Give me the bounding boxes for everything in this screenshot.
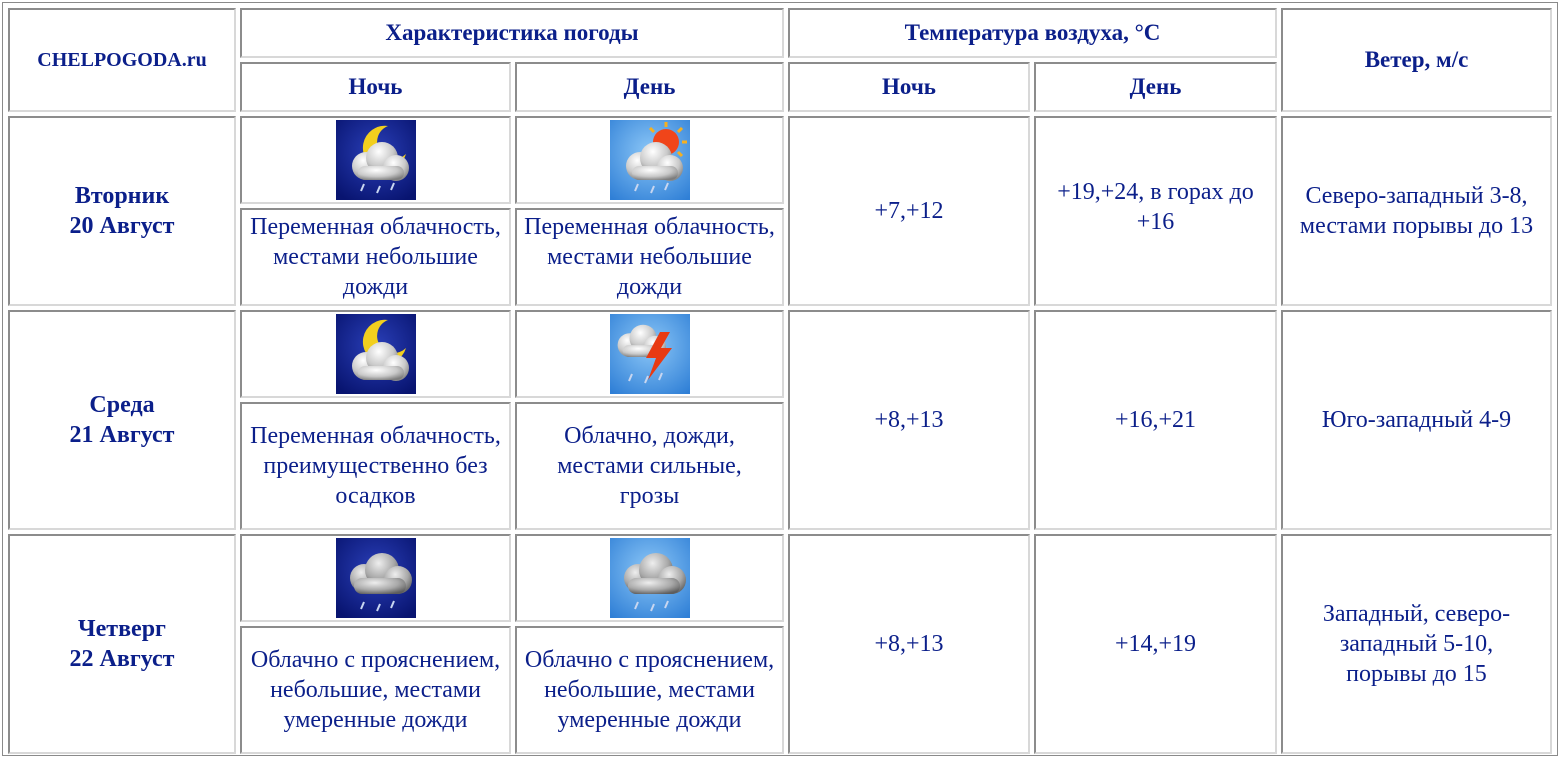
temp-day-value: +16,+21: [1114, 407, 1197, 433]
temp-day-cell: [1034, 116, 1277, 306]
wind-value: Юго-западный 4-9: [1321, 407, 1512, 433]
forecast-table: [2, 2, 1558, 756]
day-desc-cell: [515, 208, 784, 306]
wind-cell: [1281, 310, 1552, 530]
night-icon-cell: [240, 534, 511, 622]
day-icon-cell: [515, 116, 784, 204]
temp-day-value: +14,+19: [1114, 631, 1197, 657]
weekday-label: Вторник: [74, 183, 170, 209]
wind-header: [1281, 8, 1552, 112]
temp-night-cell: [788, 534, 1030, 754]
temp-night-label: Ночь: [882, 74, 936, 99]
night-desc-cell: [240, 208, 511, 306]
day-header: [515, 62, 784, 112]
wind-cell: [1281, 116, 1552, 306]
night-desc: Облачно с прояснением, небольшие, местами умеренные дожди: [250, 647, 501, 733]
air-temp-label: Температура воздуха, °C: [904, 20, 1161, 45]
weekday-label: Среда: [89, 392, 155, 418]
temp-day-cell: [1034, 310, 1277, 530]
day-desc-cell: [515, 402, 784, 530]
date-label: 22 Август: [69, 646, 175, 672]
day-desc: Облачно с прояснением, небольшие, местами умеренные дожди: [524, 647, 775, 733]
wind-cell: [1281, 534, 1552, 754]
temp-night-value: +8,+13: [874, 631, 944, 657]
day-label: День: [623, 74, 676, 99]
temp-day-value: +19,+24, в горах до +16: [1057, 179, 1254, 235]
night-desc: Переменная облачность, преимущественно без осадков: [250, 423, 501, 509]
wind-value: Западный, северо-западный 5-10, порывы до 15: [1322, 601, 1511, 687]
day-desc-cell: [515, 626, 784, 754]
weekday-label: Четверг: [78, 616, 166, 642]
temp-night-value: +7,+12: [874, 198, 944, 224]
sun-cloud-rain-icon: [610, 120, 690, 200]
thunderstorm-rain-icon: [610, 314, 690, 394]
day-desc: Облачно, дожди, местами сильные, грозы: [557, 423, 742, 509]
night-label: Ночь: [348, 74, 403, 99]
night-header: [240, 62, 511, 112]
date-label: 20 Август: [69, 213, 175, 239]
temp-night-header: [788, 62, 1030, 112]
temp-day-label: День: [1129, 74, 1182, 99]
brand-logo: [8, 8, 236, 112]
night-icon-cell: [240, 310, 511, 398]
day-cell-wednesday: [8, 310, 236, 530]
moon-cloud-icon: [336, 314, 416, 394]
wind-label: Ветер, м/с: [1364, 47, 1469, 72]
temp-night-cell: [788, 116, 1030, 306]
air-temp-header: [788, 8, 1277, 58]
cloud-rain-icon: [610, 538, 690, 618]
day-icon-cell: [515, 534, 784, 622]
night-desc: Переменная облачность, местами небольшие дожди: [250, 214, 501, 300]
night-cloud-rain-icon: [336, 538, 416, 618]
temp-day-cell: [1034, 534, 1277, 754]
night-desc-cell: [240, 402, 511, 530]
night-icon-cell: [240, 116, 511, 204]
temp-day-header: [1034, 62, 1277, 112]
weather-char-label: Характеристика погоды: [385, 20, 639, 45]
night-desc-cell: [240, 626, 511, 754]
day-cell-tuesday: [8, 116, 236, 306]
temp-night-cell: [788, 310, 1030, 530]
day-icon-cell: [515, 310, 784, 398]
brand-text: CHELPOGODA.ru: [37, 49, 207, 71]
day-desc: Переменная облачность, местами небольшие дожди: [524, 214, 775, 300]
temp-night-value: +8,+13: [874, 407, 944, 433]
weather-char-header: [240, 8, 784, 58]
wind-value: Северо-западный 3-8, местами порывы до 13: [1299, 183, 1534, 239]
moon-cloud-rain-icon: [336, 120, 416, 200]
date-label: 21 Август: [69, 422, 175, 448]
day-cell-thursday: [8, 534, 236, 754]
